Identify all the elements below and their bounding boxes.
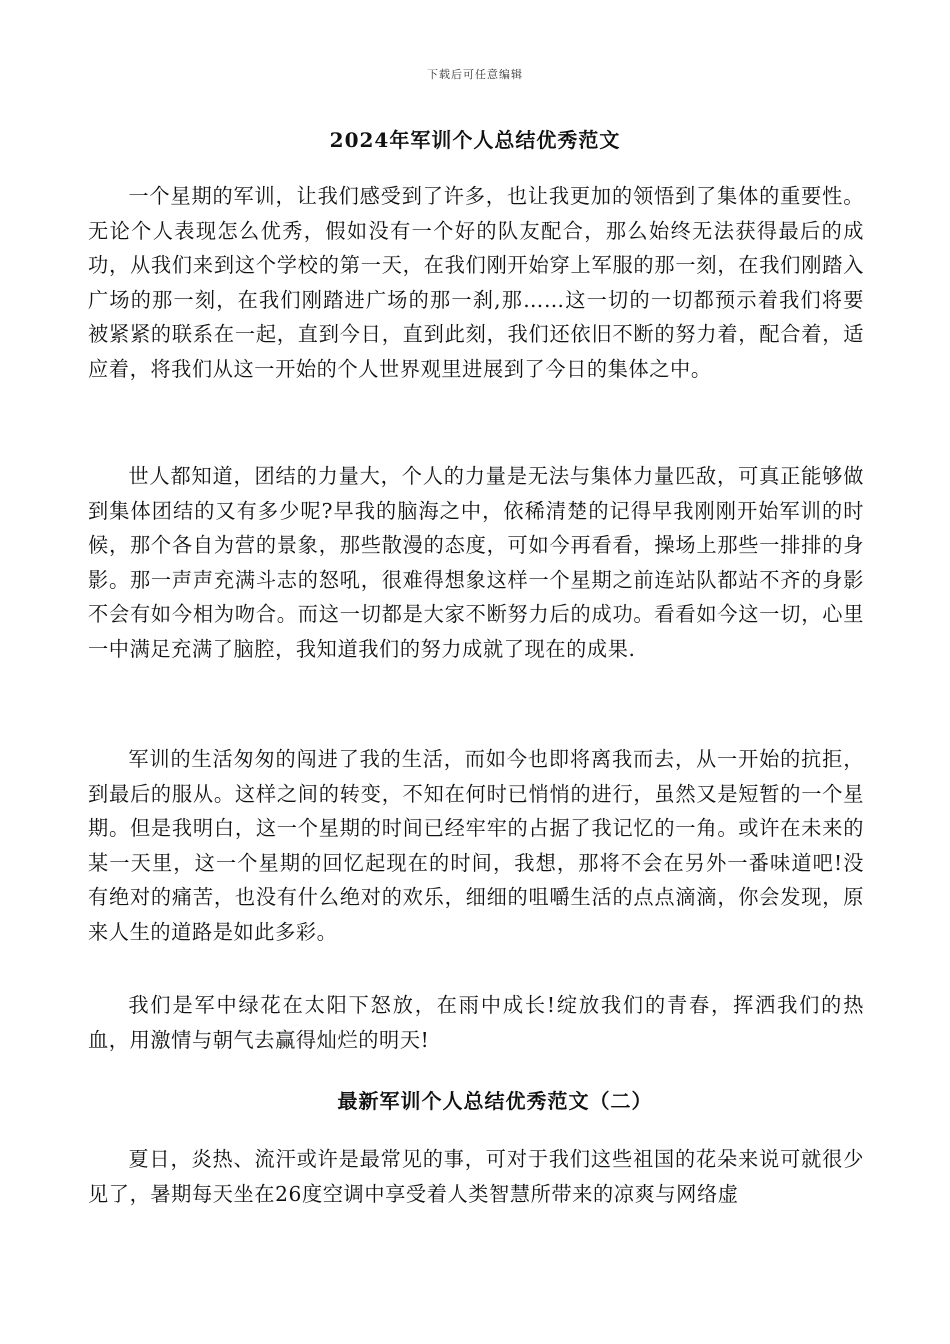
paragraph-1: 一个星期的军训，让我们感受到了许多，也让我更加的领悟到了集体的重要性。无论个人表现怎么优秀，假如没有一个好的队友配合，那么始终无法获得最后的成功，从我们来到这个学校的第一天，在我们刚开始穿上军服的那一刻，在我们刚踏入广场的那一刻，在我们刚踏进广场的那一刹,那……这一切的一切都预示着我们将要被紧紧的联系在一起，直到今日，直到此刻，我们还依旧不断的努力着，配合着，适应着，将我们从这一开始的个人世界观里进展到了今日的集体之中。: [88, 184, 864, 381]
document-title: 2024年军训个人总结优秀范文: [329, 128, 621, 152]
paragraph-5: 夏日，炎热、流汗或许是最常见的事，可对于我们这些祖国的花朵来说可就很少见了，暑期每天坐在26度空调中享受着人类智慧所带来的凉爽与网络虚: [88, 1147, 864, 1206]
paragraph-2: 世人都知道，团结的力量大，个人的力量是无法与集体力量匹敌，可真正能够做到集体团结的又有多少呢?早我的脑海之中，依稀清楚的记得早我刚刚开始军训的时候，那个各自为营的景象，那些散漫的态度，可如今再看看，操场上那些一排排的身影。那一声声充满斗志的怒吼，很难得想象这样一个星期之前连站队都站不齐的身影不会有如今相为吻合。而这一切都是大家不断努力后的成功。看看如今这一切，心里一中满足充满了脑腔，我知道我们的努力成就了现在的成果.: [88, 464, 864, 661]
section-subtitle: 最新军训个人总结优秀范文（二）: [337, 1089, 653, 1113]
header-note: 下载后可任意编辑: [427, 68, 523, 81]
paragraph-3: 军训的生活匆匆的闯进了我的生活，而如今也即将离我而去，从一开始的抗拒，到最后的服从。这样之间的转变，不知在何时已悄悄的进行，虽然又是短暂的一个星期。但是我明白，这一个星期的时间已经牢牢的占据了我记忆的一角。或许在未来的某一天里，这一个星期的回忆起现在的时间，我想，那将不会在另外一番味道吧!没有绝对的痛苦，也没有什么绝对的欢乐，细细的咀嚼生活的点点滴滴，你会发现，原来人生的道路是如此多彩。: [88, 747, 864, 944]
paragraph-4: 我们是军中绿花在太阳下怒放，在雨中成长!绽放我们的青春，挥洒我们的热血，用激情与朝气去赢得灿烂的明天!: [88, 993, 864, 1052]
